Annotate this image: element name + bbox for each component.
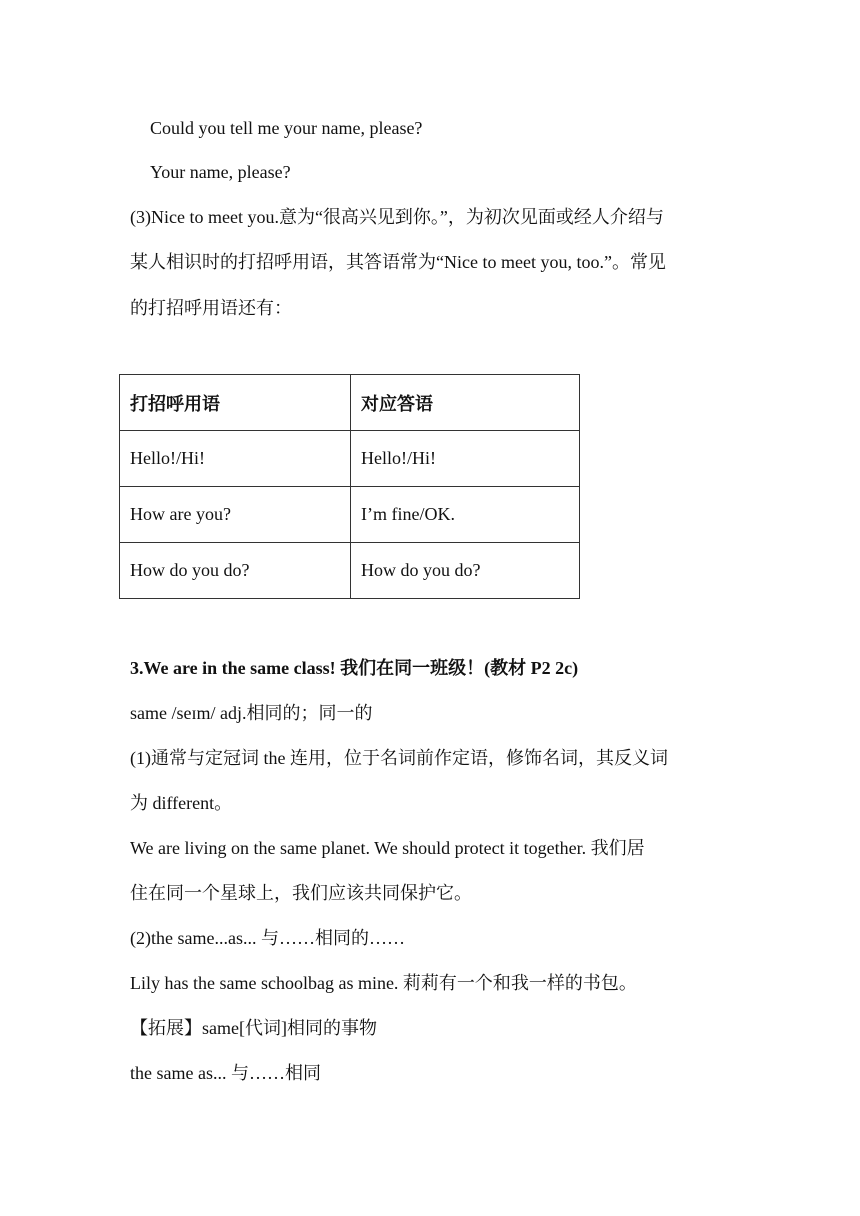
table-cell: How do you do? <box>351 543 580 599</box>
table-cell: How do you do? <box>120 543 351 599</box>
table-row <box>120 543 580 599</box>
table-cell: Hello!/Hi! <box>120 431 351 487</box>
example-2: Lily has the same schoolbag as mine. 莉莉有一个和我一样的书包。 <box>130 973 637 993</box>
section-3-heading: 3.We are in the same class! 我们在同一班级！(教材 P2 2c) <box>130 658 579 678</box>
table-cell: How are you? <box>120 487 351 543</box>
table-header-cell: 打招呼用语 <box>120 375 351 431</box>
extension-note: 【拓展】same[代词]相同的事物 <box>130 1018 377 1038</box>
example-1-line-2: 住在同一个星球上，我们应该共同保护它。 <box>130 883 472 903</box>
table-row <box>120 431 580 487</box>
table-header-cell: 对应答语 <box>351 375 580 431</box>
usage-1-line-1: (1)通常与定冠词 the 连用，位于名词前作定语，修饰名词，其反义词 <box>130 748 668 768</box>
greeting-table <box>119 374 580 599</box>
table-cell: Hello!/Hi! <box>351 431 580 487</box>
point-3-line-3: 的打招呼用语还有： <box>130 298 292 318</box>
point-3-line-2: 某人相识时的打招呼用语，其答语常为“Nice to meet you, too.”。常见 <box>130 252 666 272</box>
table-cell: I’m fine/OK. <box>351 487 580 543</box>
example-1-line-1: We are living on the same planet. We should protect it together. 我们居 <box>130 838 645 858</box>
point-3-line-1: (3)Nice to meet you.意为“很高兴见到你。”，为初次见面或经人介绍与 <box>130 207 664 227</box>
example-sentence-1: Could you tell me your name, please? <box>150 118 423 138</box>
example-sentence-2: Your name, please? <box>150 162 291 182</box>
same-definition: same /seɪm/ adj.相同的；同一的 <box>130 703 373 723</box>
usage-2: (2)the same...as... 与……相同的…… <box>130 928 405 948</box>
table-header-row <box>120 375 580 431</box>
table-row <box>120 487 580 543</box>
extension-phrase: the same as... 与……相同 <box>130 1063 321 1083</box>
usage-1-line-2: 为 different。 <box>130 793 233 813</box>
